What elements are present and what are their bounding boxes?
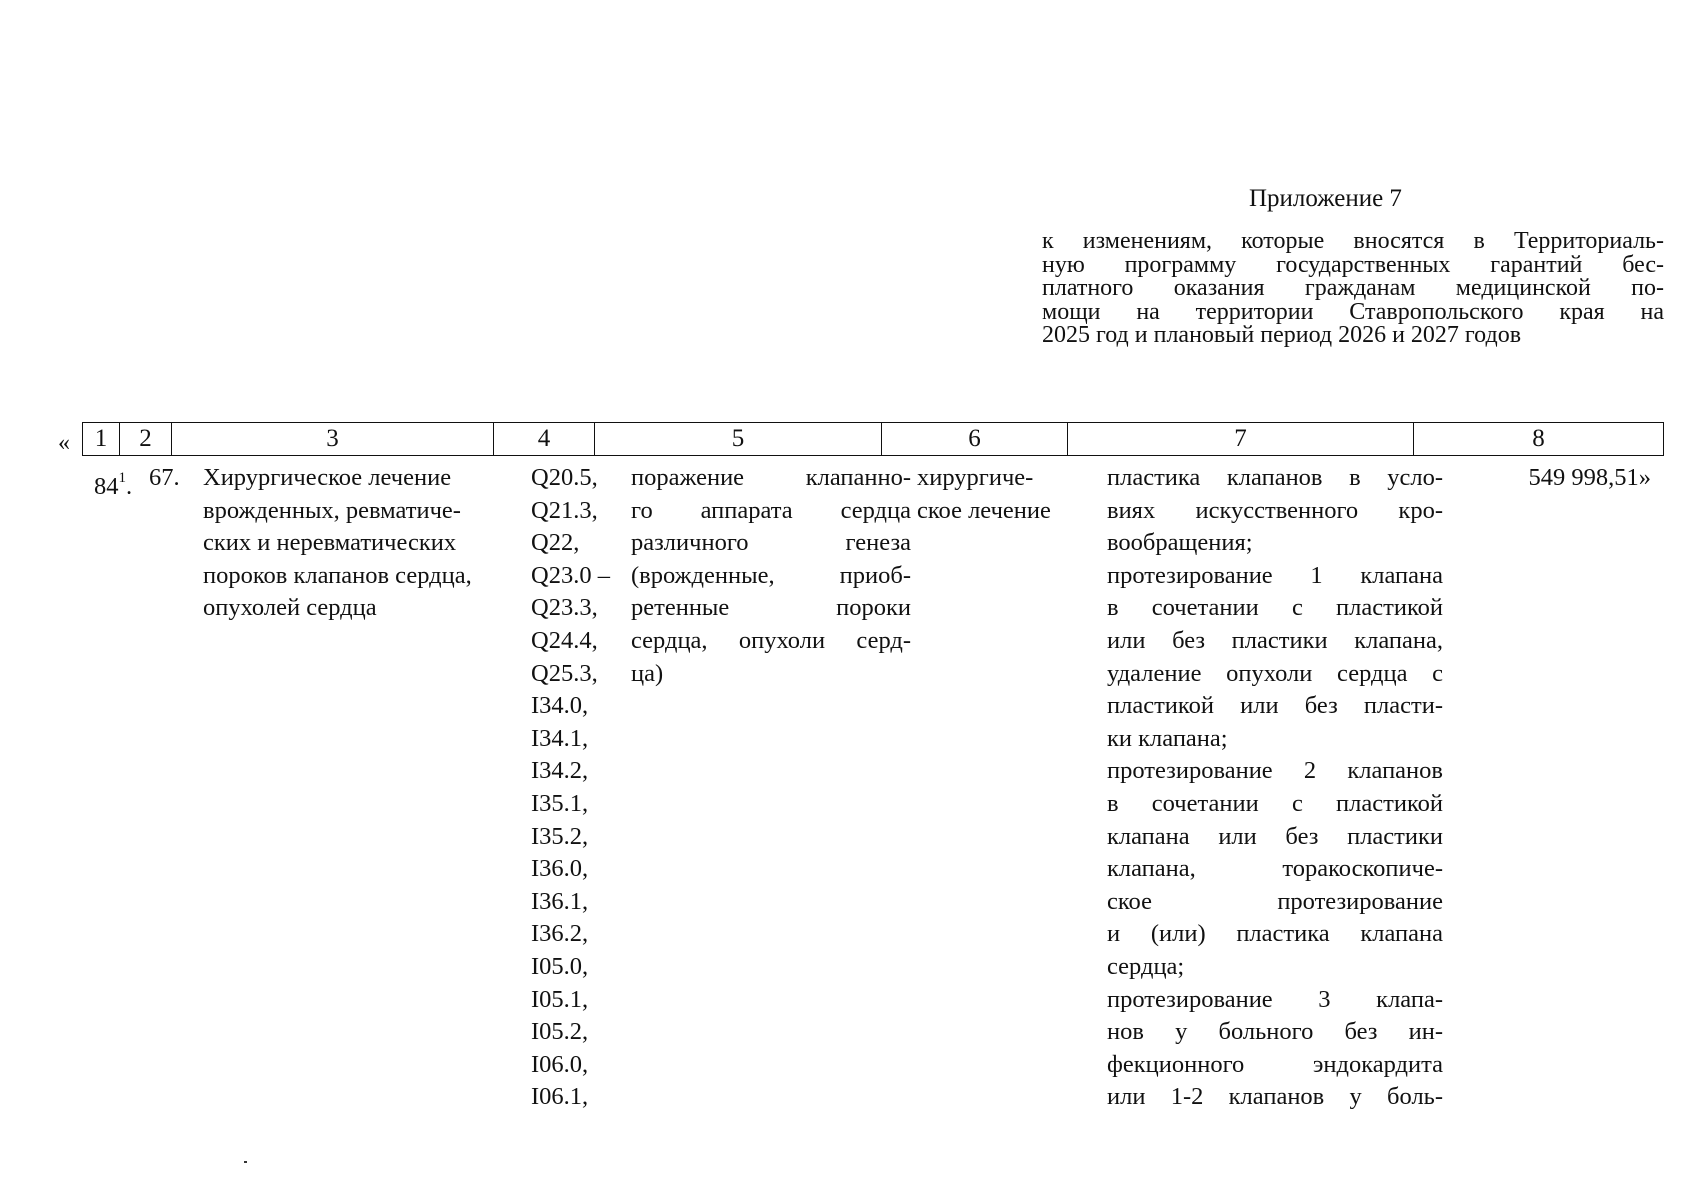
cell-line: пластикой или без пласти- bbox=[1107, 692, 1443, 720]
appendix-title: Приложение 7 bbox=[1249, 185, 1402, 212]
cell-line: и (или) пластика клапана bbox=[1107, 920, 1443, 948]
table-header-row bbox=[82, 422, 1664, 456]
cell-line: опухолей сердца bbox=[203, 594, 377, 622]
icd-code: I34.2, bbox=[531, 757, 589, 785]
cell-line: сердца; bbox=[1107, 952, 1185, 980]
icd-code: Q23.0 – bbox=[531, 561, 610, 589]
cell-line: нов у больного без ин- bbox=[1107, 1018, 1443, 1046]
header-cell-6: 6 bbox=[882, 423, 1068, 455]
icd-code: Q20.5, bbox=[531, 464, 598, 491]
cell-line: в сочетании с пластикой bbox=[1107, 594, 1443, 622]
icd-code: I36.0, bbox=[531, 855, 589, 883]
cell-line: врожденных, ревматиче- bbox=[203, 496, 461, 524]
cell-line: поражение клапанно- bbox=[631, 464, 911, 491]
appendix-line: к изменениям, которые вносятся в Территориаль- bbox=[1042, 228, 1664, 254]
row-number-superscript: 1 bbox=[118, 470, 126, 486]
cell-line: или без пластики клапана, bbox=[1107, 626, 1443, 654]
cell-line: ки клапана; bbox=[1107, 724, 1228, 752]
icd-code: I05.2, bbox=[531, 1018, 589, 1046]
cell-line: удаление опухоли сердца с bbox=[1107, 659, 1443, 687]
icd-code: I05.0, bbox=[531, 952, 589, 980]
cell-line: ское протезирование bbox=[1107, 887, 1443, 915]
cell-line: пороков клапанов сердца, bbox=[203, 561, 472, 589]
cell-line: Хирургическое лечение bbox=[203, 464, 452, 491]
icd-code: I35.1, bbox=[531, 789, 589, 817]
cell-line: ское лечение bbox=[917, 496, 1051, 524]
icd-code: I36.1, bbox=[531, 887, 589, 915]
icd-codes-cell bbox=[531, 462, 610, 1114]
cell-line: ских и неревматических bbox=[203, 529, 457, 557]
cell-line: клапана, торакоскопиче- bbox=[1107, 855, 1443, 883]
icd-code: I36.2, bbox=[531, 920, 589, 948]
cell-line: виях искусственного кро- bbox=[1107, 496, 1443, 524]
cell-line: ца) bbox=[631, 659, 664, 687]
cell-line: протезирование 2 клапанов bbox=[1107, 757, 1443, 785]
appendix-line: ную программу государственных гарантий бес- bbox=[1042, 251, 1664, 278]
cell-line: (врожденные, приоб- bbox=[631, 561, 911, 589]
row-number-dot: . bbox=[126, 473, 133, 500]
appendix-line: платного оказания гражданам медицинской по- bbox=[1042, 275, 1664, 301]
header-cell-1: 1 bbox=[83, 423, 120, 455]
cell-line: различного генеза bbox=[631, 529, 911, 557]
header-cell-7: 7 bbox=[1068, 423, 1414, 455]
cell-line: пластика клапанов в усло- bbox=[1107, 464, 1443, 491]
appendix-subtitle bbox=[1042, 230, 1664, 348]
icd-code: I35.2, bbox=[531, 822, 589, 850]
treatment-type-cell bbox=[917, 462, 1099, 527]
cell-line: сердца, опухоли серд- bbox=[631, 626, 911, 654]
header-cell-5: 5 bbox=[595, 423, 882, 455]
cell-line: в сочетании с пластикой bbox=[1107, 789, 1443, 817]
cell-line: вообращения; bbox=[1107, 529, 1253, 557]
row-number bbox=[94, 462, 132, 504]
icd-code: Q23.3, bbox=[531, 594, 598, 622]
icd-code: I34.0, bbox=[531, 692, 589, 720]
cell-line: фекционного эндокардита bbox=[1107, 1050, 1443, 1078]
icd-code: I06.1, bbox=[531, 1083, 589, 1111]
row-number-main: 84 bbox=[94, 473, 119, 500]
header-cell-3: 3 bbox=[172, 423, 494, 455]
cell-line: клапана или без пластики bbox=[1107, 822, 1443, 850]
group-number: 67. bbox=[149, 464, 180, 491]
cell-line: ретенные пороки bbox=[631, 594, 911, 622]
norm-cost-cell: 549 998,51» bbox=[1528, 464, 1651, 491]
header-cell-8: 8 bbox=[1532, 425, 1545, 452]
treatment-name-cell bbox=[203, 462, 523, 625]
cell-line: или 1-2 клапанов у боль- bbox=[1107, 1083, 1443, 1111]
cell-line: го аппарата сердца bbox=[631, 496, 911, 524]
icd-code: Q24.4, bbox=[531, 626, 598, 654]
header-cell-2: 2 bbox=[120, 423, 172, 455]
icd-code: I34.1, bbox=[531, 724, 589, 752]
scan-speck bbox=[244, 1161, 247, 1163]
opening-quote: « bbox=[58, 430, 70, 456]
icd-code: I06.0, bbox=[531, 1050, 589, 1078]
patient-model-cell bbox=[631, 462, 911, 690]
appendix-line: 2025 год и плановый период 2026 и 2027 годов bbox=[1042, 322, 1522, 348]
cell-line: протезирование 1 клапана bbox=[1107, 561, 1443, 589]
icd-code: Q22, bbox=[531, 529, 580, 557]
icd-code: Q25.3, bbox=[531, 659, 598, 687]
icd-code: I05.1, bbox=[531, 985, 589, 1013]
appendix-line: мощи на территории Ставропольского края на bbox=[1042, 298, 1664, 325]
icd-code: Q21.3, bbox=[531, 496, 598, 524]
cell-line: протезирование 3 клапа- bbox=[1107, 985, 1443, 1013]
cell-line: хирургиче- bbox=[917, 464, 1034, 491]
header-cell-4: 4 bbox=[494, 423, 595, 455]
treatment-method-cell bbox=[1107, 462, 1443, 1114]
